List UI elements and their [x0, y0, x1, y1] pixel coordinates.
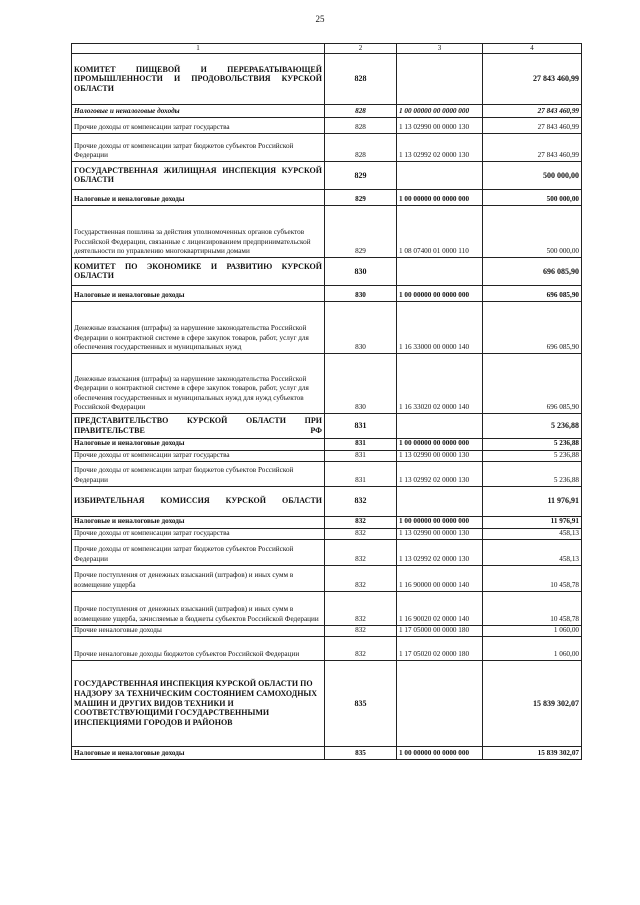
cell-admin-code: 831: [325, 414, 397, 439]
header-col-1: 1: [72, 44, 325, 54]
cell-amount: 15 839 302,07: [483, 661, 582, 747]
cell-admin-code: 829: [325, 206, 397, 258]
cell-name: ИЗБИРАТЕЛЬНАЯ КОМИССИЯ КУРСКОЙ ОБЛАСТИ: [72, 487, 325, 517]
table-row: [72, 206, 582, 258]
cell-admin-code: 832: [325, 626, 397, 637]
cell-amount: 500 000,00: [483, 190, 582, 206]
cell-admin-code: 835: [325, 661, 397, 747]
cell-admin-code: 829: [325, 190, 397, 206]
cell-budget-code: 1 13 02992 02 0000 130: [397, 540, 483, 566]
cell-budget-code: [397, 487, 483, 517]
cell-budget-code: 1 16 90000 00 0000 140: [397, 566, 483, 592]
cell-admin-code: 832: [325, 487, 397, 517]
cell-budget-code: 1 13 02990 00 0000 130: [397, 528, 483, 539]
cell-amount: 696 085,90: [483, 354, 582, 414]
revenue-table: [71, 43, 582, 760]
cell-name: Прочие поступления от денежных взысканий (штрафов) и иных сумм в возмещение ущерба, зачисляемые в бюджеты субъектов Российской Федерации: [72, 592, 325, 626]
cell-amount: 27 843 460,99: [483, 134, 582, 162]
revenue-total-row: [72, 286, 582, 302]
cell-admin-code: 828: [325, 118, 397, 134]
table-row: [72, 462, 582, 487]
cell-name: ГОСУДАРСТВЕННАЯ ИНСПЕКЦИЯ КУРСКОЙ ОБЛАСТИ ПО НАДЗОРУ ЗА ТЕХНИЧЕСКИМ СОСТОЯНИЕМ САМОХОДНЫХ МАШИН И ДРУГИХ ВИДОВ ТЕХНИКИ И СООТВЕТСТВУЮЩИМИ ГОСУДАРСТВЕННЫМИ ИНСПЕКЦИЯМИ ГОРОДОВ И РАЙОНОВ: [72, 661, 325, 747]
table-row: [72, 566, 582, 592]
cell-admin-code: 828: [325, 105, 397, 118]
cell-admin-code: 831: [325, 439, 397, 450]
revenue-total-row: [72, 439, 582, 450]
cell-name: Прочие доходы от компенсации затрат бюджетов субъектов Российской Федерации: [72, 540, 325, 566]
cell-name: Денежные взыскания (штрафы) за нарушение законодательства Российской Федерации о контрактной системе в сфере закупок товаров, работ, услуг для обеспечения государственных и муниципальных нужд для нужд субъектов Российской Федерации: [72, 354, 325, 414]
cell-name: Денежные взыскания (штрафы) за нарушение законодательства Российской Федерации о контрактной системе в сфере закупок товаров, работ, услуг для обеспечения государственных и муниципальных нужд: [72, 302, 325, 354]
table-header-row: [72, 44, 582, 54]
cell-name: Налоговые и неналоговые доходы: [72, 286, 325, 302]
table-row: [72, 302, 582, 354]
cell-admin-code: 832: [325, 637, 397, 661]
cell-name: Прочие неналоговые доходы: [72, 626, 325, 637]
cell-budget-code: 1 00 00000 00 0000 000: [397, 517, 483, 528]
cell-budget-code: 1 16 33020 02 0000 140: [397, 354, 483, 414]
cell-budget-code: 1 00 00000 00 0000 000: [397, 105, 483, 118]
header-col-3: 3: [397, 44, 483, 54]
cell-name: Прочие поступления от денежных взысканий (штрафов) и иных сумм в возмещение ущерба: [72, 566, 325, 592]
page-number: 25: [315, 14, 325, 24]
cell-budget-code: [397, 162, 483, 190]
header-col-2: 2: [325, 44, 397, 54]
cell-amount: 500 000,00: [483, 206, 582, 258]
header-col-4: 4: [483, 44, 582, 54]
cell-amount: 696 085,90: [483, 286, 582, 302]
table-row: [72, 637, 582, 661]
cell-admin-code: 831: [325, 462, 397, 487]
org-row: [72, 487, 582, 517]
cell-budget-code: 1 16 33000 00 0000 140: [397, 302, 483, 354]
cell-name: Налоговые и неналоговые доходы: [72, 747, 325, 760]
cell-admin-code: 829: [325, 162, 397, 190]
cell-admin-code: 832: [325, 517, 397, 528]
cell-name: КОМИТЕТ ПИЩЕВОЙ И ПЕРЕРАБАТЫВАЮЩЕЙ ПРОМЫШЛЕННОСТИ И ПРОДОВОЛЬСТВИЯ КУРСКОЙ ОБЛАСТИ: [72, 54, 325, 105]
cell-name: Прочие неналоговые доходы бюджетов субъектов Российской Федерации: [72, 637, 325, 661]
cell-amount: 696 085,90: [483, 302, 582, 354]
cell-amount: 1 060,00: [483, 626, 582, 637]
cell-amount: 5 236,88: [483, 462, 582, 487]
cell-amount: 1 060,00: [483, 637, 582, 661]
cell-name: Прочие доходы от компенсации затрат государства: [72, 528, 325, 539]
cell-budget-code: 1 13 02992 02 0000 130: [397, 462, 483, 487]
revenue-total-row: [72, 105, 582, 118]
cell-name: Прочие доходы от компенсации затрат государства: [72, 450, 325, 461]
cell-budget-code: 1 17 05020 02 0000 180: [397, 637, 483, 661]
table-row: [72, 450, 582, 461]
table-row: [72, 354, 582, 414]
cell-amount: 11 976,91: [483, 517, 582, 528]
cell-name: ГОСУДАРСТВЕННАЯ ЖИЛИЩНАЯ ИНСПЕКЦИЯ КУРСКОЙ ОБЛАСТИ: [72, 162, 325, 190]
org-row: [72, 54, 582, 105]
cell-amount: 696 085,90: [483, 258, 582, 286]
cell-budget-code: 1 13 02992 02 0000 130: [397, 134, 483, 162]
cell-budget-code: [397, 414, 483, 439]
cell-admin-code: 832: [325, 540, 397, 566]
cell-budget-code: [397, 258, 483, 286]
cell-admin-code: 828: [325, 134, 397, 162]
cell-amount: 500 000,00: [483, 162, 582, 190]
revenue-total-row: [72, 747, 582, 760]
cell-name: Государственная пошлина за действия уполномоченных органов субъектов Российской Федерации, связанные с лицензированием предпринимательской деятельности по управлению многоквартирными домами: [72, 206, 325, 258]
cell-name: Налоговые и неналоговые доходы: [72, 105, 325, 118]
cell-budget-code: [397, 661, 483, 747]
cell-name: Прочие доходы от компенсации затрат государства: [72, 118, 325, 134]
table-row: [72, 118, 582, 134]
table-row: [72, 626, 582, 637]
revenue-total-row: [72, 517, 582, 528]
cell-budget-code: 1 00 00000 00 0000 000: [397, 286, 483, 302]
cell-amount: 458,13: [483, 528, 582, 539]
cell-amount: 5 236,88: [483, 439, 582, 450]
cell-amount: 15 839 302,07: [483, 747, 582, 760]
cell-admin-code: 831: [325, 450, 397, 461]
org-row: [72, 661, 582, 747]
cell-amount: 10 458,78: [483, 566, 582, 592]
cell-amount: 27 843 460,99: [483, 118, 582, 134]
revenue-table-body: [72, 44, 582, 760]
cell-name: ПРЕДСТАВИТЕЛЬСТВО КУРСКОЙ ОБЛАСТИ ПРИ ПРАВИТЕЛЬСТВЕ РФ: [72, 414, 325, 439]
cell-budget-code: 1 16 90020 02 0000 140: [397, 592, 483, 626]
cell-name: Налоговые и неналоговые доходы: [72, 517, 325, 528]
cell-name: Прочие доходы от компенсации затрат бюджетов субъектов Российской Федерации: [72, 134, 325, 162]
cell-budget-code: 1 00 00000 00 0000 000: [397, 747, 483, 760]
cell-admin-code: 830: [325, 286, 397, 302]
table-row: [72, 592, 582, 626]
cell-name: Прочие доходы от компенсации затрат бюджетов субъектов Российской Федерации: [72, 462, 325, 487]
cell-admin-code: 832: [325, 566, 397, 592]
org-row: [72, 162, 582, 190]
cell-amount: 458,13: [483, 540, 582, 566]
cell-admin-code: 828: [325, 54, 397, 105]
cell-budget-code: 1 00 00000 00 0000 000: [397, 439, 483, 450]
cell-admin-code: 830: [325, 258, 397, 286]
cell-amount: 27 843 460,99: [483, 105, 582, 118]
cell-name: КОМИТЕТ ПО ЭКОНОМИКЕ И РАЗВИТИЮ КУРСКОЙ ОБЛАСТИ: [72, 258, 325, 286]
cell-amount: 5 236,88: [483, 414, 582, 439]
cell-budget-code: [397, 54, 483, 105]
cell-amount: 27 843 460,99: [483, 54, 582, 105]
table-row: [72, 528, 582, 539]
cell-name: Налоговые и неналоговые доходы: [72, 190, 325, 206]
cell-budget-code: 1 13 02990 00 0000 130: [397, 450, 483, 461]
cell-budget-code: 1 00 00000 00 0000 000: [397, 190, 483, 206]
cell-amount: 5 236,88: [483, 450, 582, 461]
cell-budget-code: 1 08 07400 01 0000 110: [397, 206, 483, 258]
cell-admin-code: 830: [325, 354, 397, 414]
cell-amount: 10 458,78: [483, 592, 582, 626]
cell-admin-code: 830: [325, 302, 397, 354]
table-row: [72, 540, 582, 566]
cell-amount: 11 976,91: [483, 487, 582, 517]
cell-budget-code: 1 17 05000 00 0000 180: [397, 626, 483, 637]
cell-budget-code: 1 13 02990 00 0000 130: [397, 118, 483, 134]
cell-admin-code: 832: [325, 528, 397, 539]
revenue-total-row: [72, 190, 582, 206]
cell-admin-code: 835: [325, 747, 397, 760]
cell-name: Налоговые и неналоговые доходы: [72, 439, 325, 450]
org-row: [72, 414, 582, 439]
cell-admin-code: 832: [325, 592, 397, 626]
org-row: [72, 258, 582, 286]
table-row: [72, 134, 582, 162]
